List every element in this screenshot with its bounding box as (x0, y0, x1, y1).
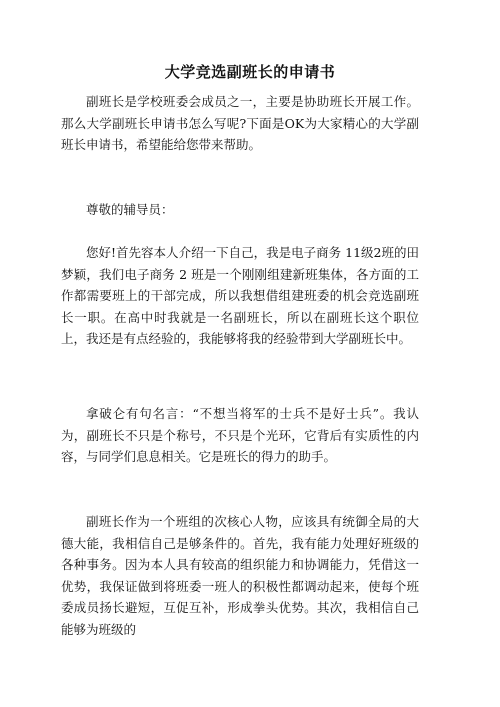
document-title: 大学竞选副班长的申请书 (164, 63, 336, 81)
body-paragraph-3: 副班长作为一个班组的次核心人物，应该具有统御全局的大德大能，我相信自己是够条件的。首先，我有能力处理好班级的各种事务。因为本人具有较高的组织能力和协调能力，凭借这一优势，我保证做到将班委一班人的积极性都调动起来，使每个班委成员扬长避短，互促互补，形成拳头优势。其次，我相信自己能够为班级的 (61, 514, 419, 637)
salutation: 尊敬的辅导员： (86, 202, 174, 217)
body-paragraph-2: 拿破仑有句名言：“不想当将军的士兵不是好士兵”。我认为，副班长不只是个称号，不只是个光环，它背后有实质性的内容，与同学们息息相关。它是班长的得力的助手。 (61, 406, 419, 464)
body-paragraph-1: 您好!首先容本人介绍一下自己，我是电子商务 11级2班的田梦颖，我们电子商务 2 班是一个刚刚组建新班集体，各方面的工作都需要班上的干部完成，所以我想借组建班委的机会竞选副班长一职。在高中时我就是一名副班长，所以在副班长这个职位上，我还是有点经验的，我能够将我的经验带到大学副班长中。 (61, 245, 419, 346)
intro-paragraph: 副班长是学校班委会成员之一，主要是协助班长开展工作。那么大学副班长申请书怎么写呢?下面是OK为大家精心的大学副班长申请书，希望能给您带来帮助。 (61, 94, 419, 152)
